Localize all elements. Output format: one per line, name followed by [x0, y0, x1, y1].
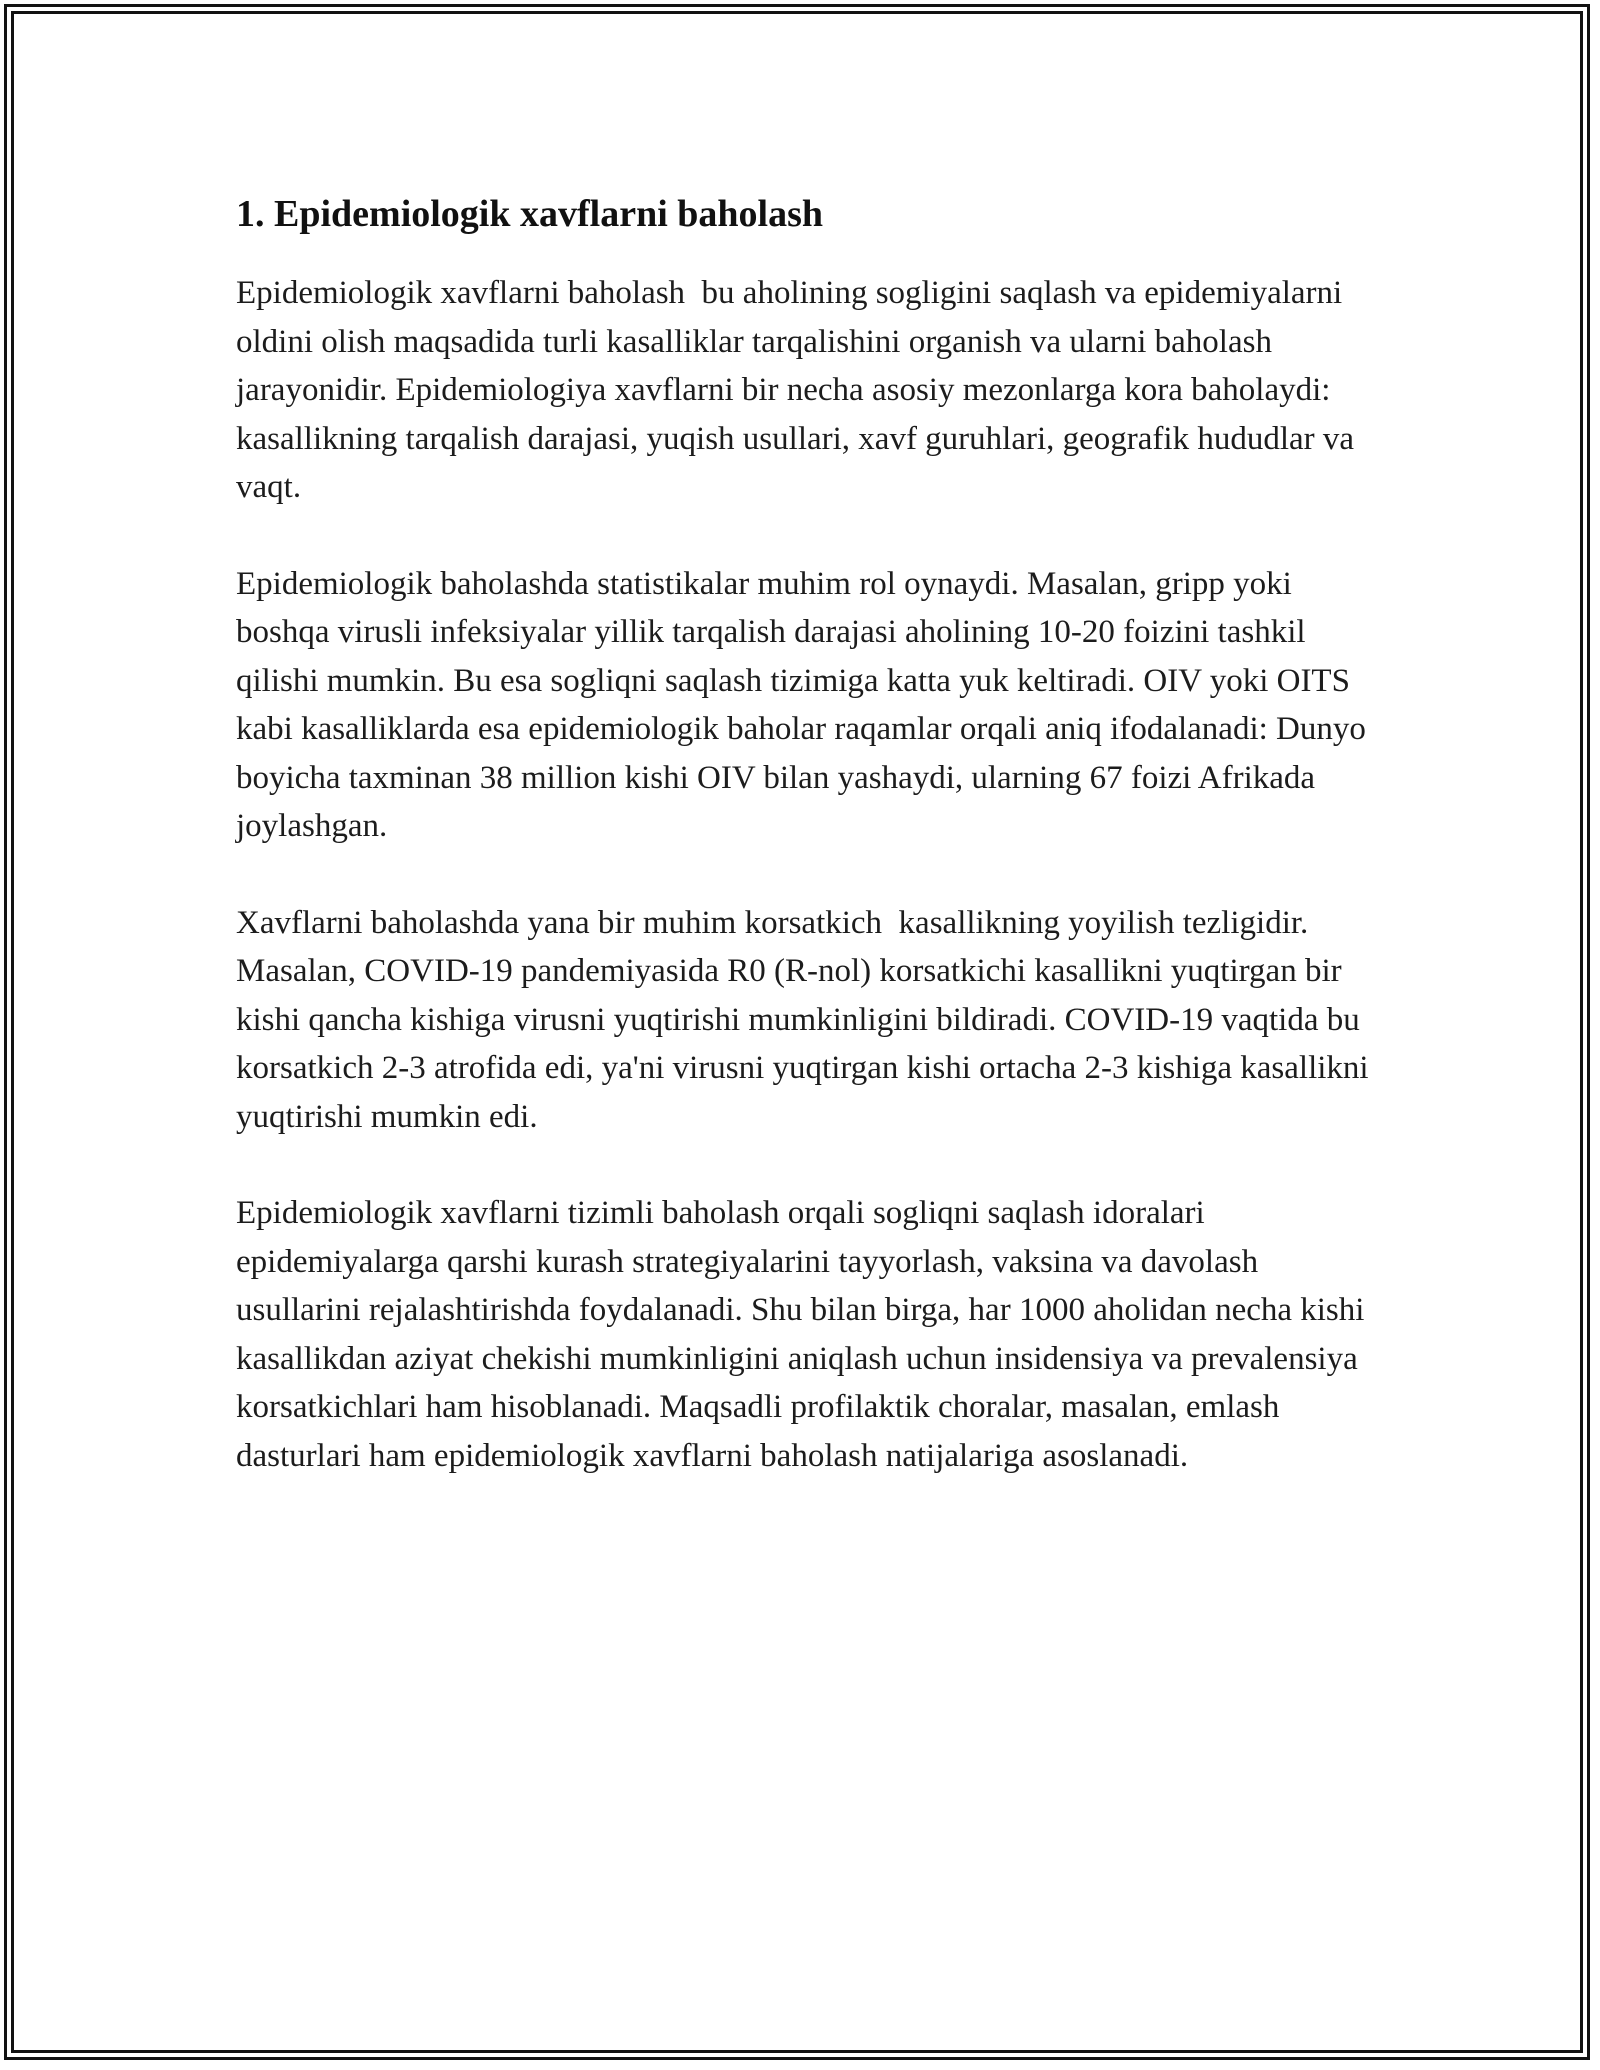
- paragraph-1: Epidemiologik xavflarni baholash bu aholining sogligini saqlash va epidemiyalarni oldini olish maqsadida turli kasalliklar tarqalishini organish va ularni baholash jarayonidir. Epidemiologiya xavflarni bir necha asosiy mezonlarga kora baholaydi: kasallikning tarqalish darajasi, yuqish usullari, xavf guruhlari, geografik hududlar va vaqt.: [236, 275, 1363, 505]
- paragraph-4: Epidemiologik xavflarni tizimli baholash orqali sogliqni saqlash idoralari epidemiyalarga qarshi kurash strategiyalarini tayyorlash, vaksina va davolash usullarini rejalashtirishda foydalanadi. Shu bilan birga, har 1000 aholidan necha kishi kasallikdan aziyat chekishi mumkinligini aniqlash uchun insidensiya va prevalensiya korsatkichlari ham hisoblanadi. Maqsadli profilaktik choralar, masalan, emlash dasturlari ham epidemiologik xavflarni baholash natijalariga asoslanadi.: [236, 1195, 1373, 1474]
- document-body: [236, 185, 1376, 1528]
- section-heading: 1. Epidemiologik xavflarni baholash: [236, 193, 824, 235]
- paragraph-2: Epidemiologik baholashda statistikalar muhim rol oynaydi. Masalan, gripp yoki boshqa virusli infeksiyalar yillik tarqalish darajasi aholining 10-20 foizini tashkil qilishi mumkin. Bu esa sogliqni saqlash tizimiga katta yuk keltiradi. OIV yoki OITS kabi kasalliklarda esa epidemiologik baholar raqamlar orqali aniq ifodalanadi: Dunyo boyicha taxminan 38 million kishi OIV bilan yashaydi, ularning 67 foizi Afrikada joylashgan.: [236, 565, 1375, 844]
- paragraph-3: Xavflarni baholashda yana bir muhim korsatkich kasallikning yoyilish tezligidir. Masalan, COVID-19 pandemiyasida R0 (R-nol) korsatkichi kasallikni yuqtirgan bir kishi qancha kishiga virusni yuqtirishi mumkinligini bildiradi. COVID-19 vaqtida bu korsatkich 2-3 atrofida edi, ya'ni virusni yuqtirgan kishi ortacha 2-3 kishiga kasallikni yuqtirishi mumkin edi.: [236, 904, 1377, 1135]
